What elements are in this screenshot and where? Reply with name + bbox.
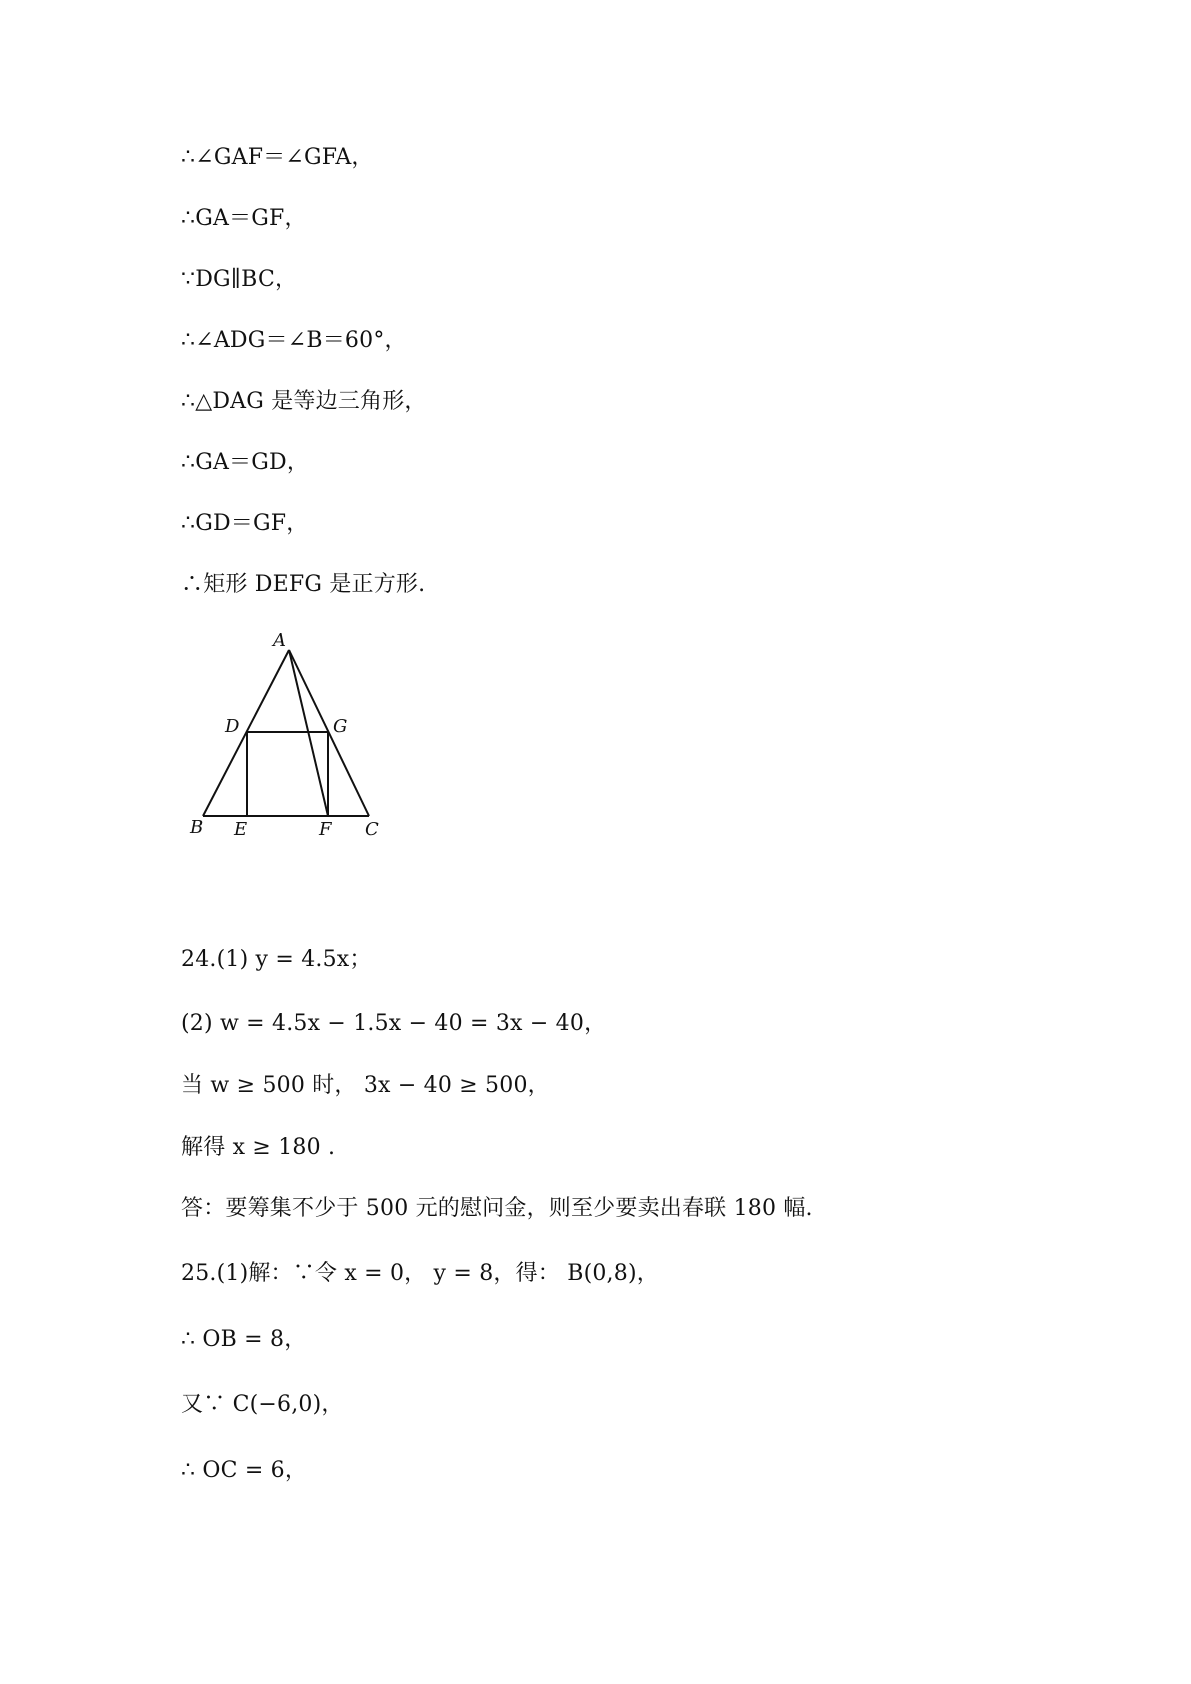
q24-solution: 解得 x ≥ 180 . — [181, 1135, 336, 1160]
proof-line-3: ∵DG∥BC， — [181, 267, 298, 292]
q25-ob: ∴ OB = 8， — [181, 1327, 307, 1352]
triangle-square-diagram — [180, 628, 400, 848]
label-e: E — [234, 819, 248, 840]
label-g: G — [333, 716, 348, 737]
q24-answer: 答：要筹集不少于 500 元的慰问金，则至少要卖出春联 180 幅. — [181, 1196, 813, 1221]
label-b: B — [190, 817, 204, 838]
q25-part1: 25.(1)解：∵令 x = 0， y = 8，得： B(0,8)， — [181, 1261, 659, 1286]
proof-line-4: ∴∠ADG＝∠B＝60°， — [181, 328, 407, 353]
proof-line-5: ∴△DAG 是等边三角形， — [181, 389, 427, 414]
q24-condition: 当 w ≥ 500 时， 3x − 40 ≥ 500， — [181, 1073, 550, 1098]
label-f: F — [319, 819, 332, 840]
label-a: A — [273, 630, 286, 651]
proof-line-8: ∴矩形 DEFG 是正方形. — [181, 572, 426, 597]
q25-oc: ∴ OC = 6， — [181, 1458, 308, 1483]
label-d: D — [225, 716, 240, 737]
q24-part1: 24.(1) y = 4.5x； — [181, 947, 372, 972]
proof-line-6: ∴GA＝GD， — [181, 450, 310, 475]
square-defg — [247, 732, 328, 816]
q24-part2: (2) w = 4.5x − 1.5x − 40 = 3x − 40， — [181, 1011, 607, 1036]
label-c: C — [365, 819, 379, 840]
proof-line-2: ∴GA＝GF， — [181, 206, 307, 231]
proof-line-1: ∴∠GAF＝∠GFA， — [181, 145, 374, 170]
geometry-figure — [180, 628, 400, 848]
q25-c-point: 又∵ C(−6,0)， — [181, 1392, 344, 1417]
proof-line-7: ∴GD＝GF， — [181, 511, 309, 536]
